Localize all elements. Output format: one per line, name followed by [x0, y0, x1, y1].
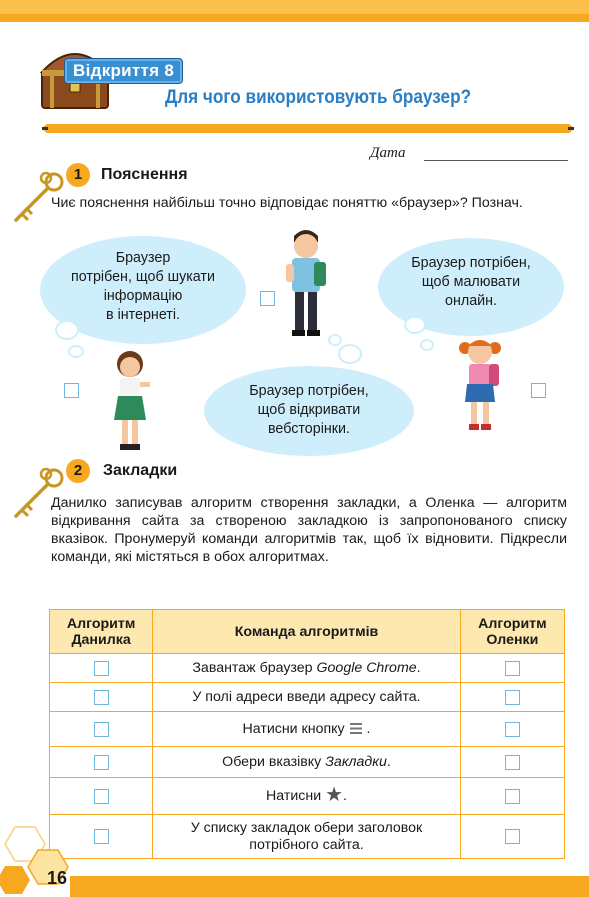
boy-illustration: [278, 226, 334, 338]
danylko-number-box[interactable]: [94, 661, 109, 676]
bottom-decor-band: [70, 876, 589, 897]
instruction-text: Чиє пояснення найбільш точно відповідає поняттю «браузер»? Познач.: [51, 195, 523, 211]
olenka-number-box[interactable]: [505, 690, 520, 705]
column-header-commands: Команда алгоритмів: [153, 610, 461, 654]
command-cell: У списку закладок обери заголовок потрібного сайта.: [153, 815, 461, 859]
section-number-badge: 1: [66, 163, 90, 187]
section-title: Закладки: [103, 462, 178, 479]
danylko-number-box[interactable]: [94, 722, 109, 737]
olenka-number-box[interactable]: [505, 829, 520, 844]
table-row: [50, 654, 565, 683]
page-number: 16: [47, 868, 68, 888]
title-divider: [44, 124, 572, 133]
answer-text-1: Браузер потрібен, щоб шукати інформацію в інтернеті.: [71, 250, 215, 323]
divider-end-right: [568, 127, 574, 130]
danylko-number-box[interactable]: [94, 829, 109, 844]
date-input-line[interactable]: [424, 160, 568, 161]
table-row: [50, 712, 565, 747]
girl-illustration-left: [108, 348, 156, 452]
column-header-danylko: Алгоритм Данилка: [50, 610, 153, 654]
olenka-number-box[interactable]: [505, 789, 520, 804]
table-row: [50, 778, 565, 815]
answer-text-3: Браузер потрібен, щоб відкривати вебсторінки.: [249, 383, 369, 437]
instruction-text: Данилко записував алгоритм створення закладки, а Оленка — алгоритм відкривання сайта за створеною закладкою із запропонованого списку вказівок. Пронумеруй команди алгоритмів так, щоб їх відновити. Підкресли команди, які містяться в обох алгоритмах.: [51, 495, 567, 565]
table-row: [50, 747, 565, 778]
menu-icon: [350, 723, 362, 734]
star-icon: ★: [325, 784, 343, 806]
divider-end-left: [42, 127, 48, 130]
danylko-number-box[interactable]: [94, 755, 109, 770]
section-number-badge: 2: [66, 459, 90, 483]
girl-illustration-right: [455, 334, 505, 434]
answer-checkbox-3[interactable]: [64, 383, 79, 398]
command-cell: Натисни ★.: [153, 778, 461, 815]
date-label: Дата: [370, 145, 406, 161]
danylko-number-box[interactable]: [94, 789, 109, 804]
answer-checkbox-1[interactable]: [260, 291, 275, 306]
command-cell: У полі адреси введи адресу сайта.: [153, 683, 461, 712]
lesson-badge: Відкриття 8: [64, 58, 183, 84]
danylko-number-box[interactable]: [94, 690, 109, 705]
top-decor-band-light: [0, 0, 589, 14]
olenka-number-box[interactable]: [505, 661, 520, 676]
command-cell: Завантаж браузер Google Chrome.: [153, 654, 461, 683]
section-title: Пояснення: [101, 166, 188, 183]
thought-bubble: [404, 316, 426, 334]
answer-text-2: Браузер потрібен, щоб малювати онлайн.: [411, 255, 531, 309]
olenka-number-box[interactable]: [505, 755, 520, 770]
thought-bubble: [68, 345, 84, 358]
lesson-title: Для чого використовують браузер?: [165, 86, 472, 108]
table-row: [50, 815, 565, 859]
algorithm-table: [49, 609, 565, 859]
olenka-number-box[interactable]: [505, 722, 520, 737]
command-cell: Натисни кнопку .: [153, 712, 461, 747]
command-cell: Обери вказівку Закладки.: [153, 747, 461, 778]
column-header-olenka: Алгоритм Оленки: [460, 610, 564, 654]
thought-bubble: [338, 344, 362, 364]
table-row: [50, 683, 565, 712]
answer-checkbox-2[interactable]: [531, 383, 546, 398]
thought-bubble: [420, 339, 434, 351]
